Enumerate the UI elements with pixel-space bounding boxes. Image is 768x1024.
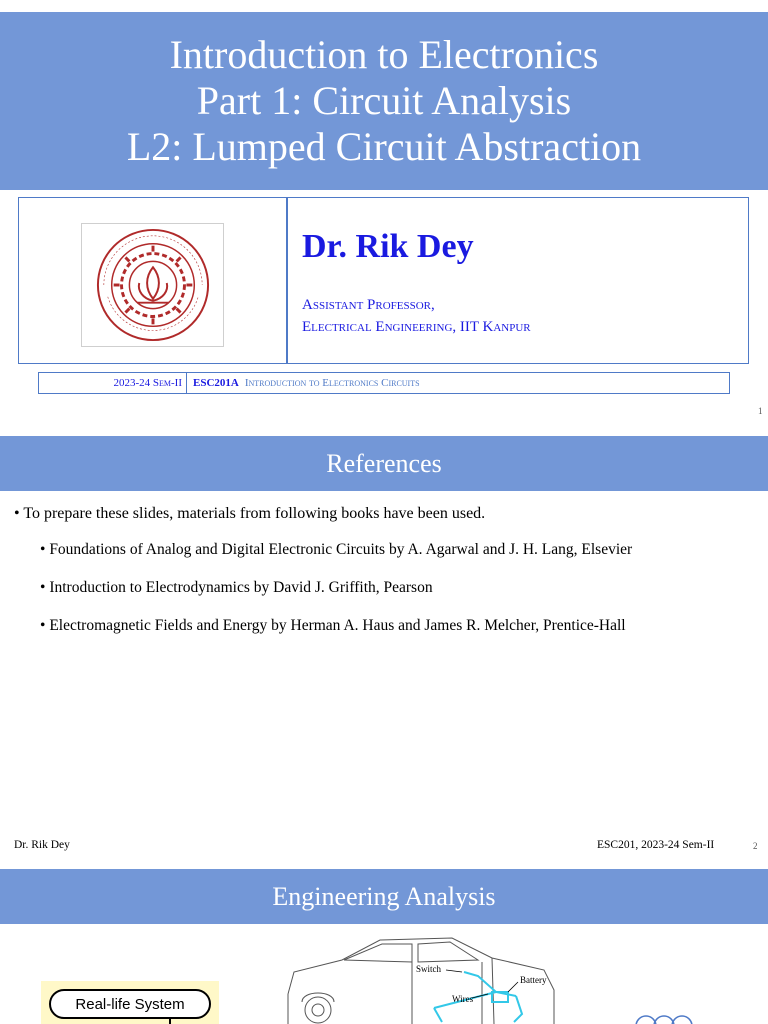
reference-1: Foundations of Analog and Digital Electronic Circuits by A. Agarwal and J. H. Lang, Elsevier: [49, 541, 633, 558]
engineering-analysis-title: Engineering Analysis: [0, 869, 768, 924]
logo-frame: [81, 223, 224, 347]
title-slide-header: [0, 12, 768, 190]
list-item: • Electromagnetic Fields and Energy by Herman A. Haus and James R. Melcher, Prentice-Hall: [40, 617, 626, 634]
presenter-position: Assistant Professor,: [302, 297, 435, 313]
course-name: Introduction to Electronics Circuits: [244, 377, 420, 389]
course-code: ESC201A: [193, 377, 239, 389]
circuit-icon: [632, 1012, 702, 1024]
footer-author: Dr. Rik Dey: [14, 839, 70, 851]
reference-2: Introduction to Electrodynamics by David J. Griffith, Pearson: [49, 579, 433, 596]
wires-label: Wires: [452, 994, 474, 1004]
box-divider: [286, 198, 288, 363]
presenter-title: [302, 294, 531, 338]
battery-label: Battery: [520, 975, 547, 985]
presenter-box: [18, 197, 749, 364]
reference-3: Electromagnetic Fields and Energy by Herman A. Haus and James R. Melcher, Prentice-Hall: [49, 617, 626, 634]
title-line-2: Part 1: Circuit Analysis: [196, 78, 572, 123]
list-item: • Foundations of Analog and Digital Electronic Circuits by A. Agarwal and J. H. Lang, Elsevier: [40, 541, 633, 558]
references-list: [14, 505, 754, 655]
real-life-system-label: Real-life System: [49, 989, 211, 1019]
list-item: • Introduction to Electrodynamics by David J. Griffith, Pearson: [40, 579, 433, 596]
semester-label: 2023-24 Sem-II: [39, 373, 187, 393]
car-diagram: [282, 932, 560, 1024]
presenter-name: Dr. Rik Dey: [302, 228, 474, 265]
list-item: • To prepare these slides, materials from following books have been used.: [14, 505, 486, 522]
title-line-1: Introduction to Electronics: [169, 32, 599, 77]
iit-kanpur-logo: [94, 226, 212, 344]
slide-number-2: 2: [753, 841, 758, 851]
slide-number-1: 1: [758, 406, 763, 416]
footer-course: ESC201, 2023-24 Sem-II: [597, 839, 715, 851]
connector-line: [169, 1019, 171, 1024]
presenter-affiliation: Electrical Engineering, IIT Kanpur: [302, 319, 531, 335]
switch-label: Switch: [416, 964, 442, 974]
course-footer: [38, 372, 730, 394]
title-line-3: L2: Lumped Circuit Abstraction: [126, 124, 642, 169]
real-life-system-box: [41, 981, 219, 1024]
intro-bullet: To prepare these slides, materials from following books have been used.: [23, 505, 486, 522]
references-title: References: [0, 436, 768, 491]
